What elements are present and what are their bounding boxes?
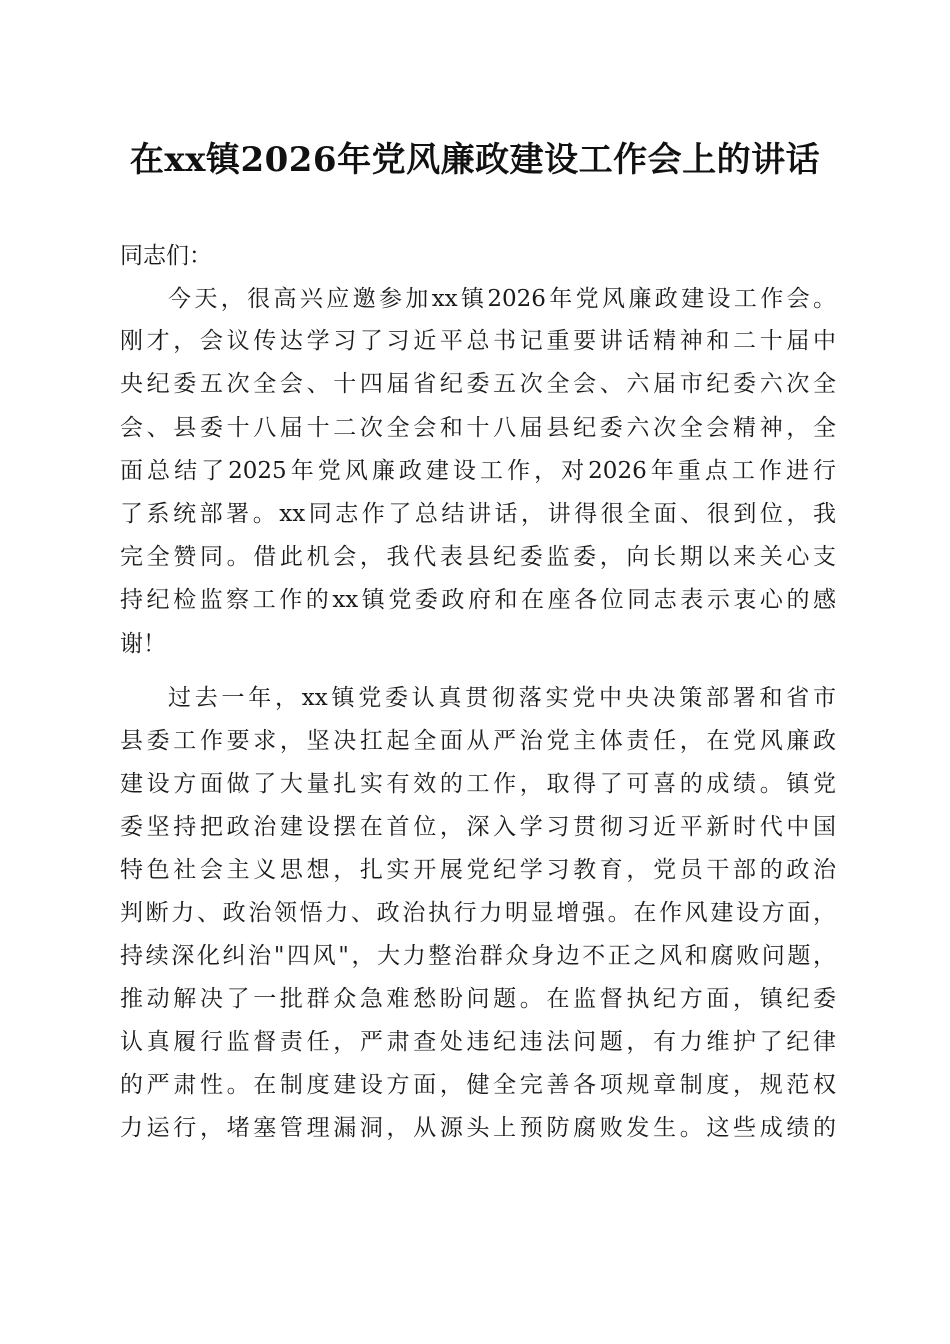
paragraph-2-line-6: 判断力、政治领悟力、政治执行力明显增强。在作风建设方面， [120, 900, 836, 926]
paragraph-1-line-8: 持纪检监察工作的xx镇党委政府和在座各位同志表示衷心的感 [120, 587, 836, 613]
paragraph-2-line-1: 过去一年，xx镇党委认真贯彻落实党中央决策部署和省市 [168, 685, 836, 711]
paragraph-2-line-9: 认真履行监督责任，严肃查处违纪违法问题，有力维护了纪律 [120, 1029, 836, 1055]
document-title: 在xx镇2026年党风廉政建设工作会上的讲话 [129, 140, 821, 180]
paragraph-1-line-7: 完全赞同。借此机会，我代表县纪委监委，向长期以来关心支 [120, 544, 836, 570]
paragraph-2-line-5: 特色社会主义思想，扎实开展党纪学习教育，党员干部的政治 [120, 857, 836, 883]
paragraph-2-line-7: 持续深化纠治"四风"，大力整治群众身边不正之风和腐败问题， [120, 943, 836, 969]
paragraph-1-line-6: 了系统部署。xx同志作了总结讲话，讲得很全面、很到位，我 [120, 501, 836, 527]
paragraph-1-line-1: 今天，很高兴应邀参加xx镇2026年党风廉政建设工作会。 [168, 286, 836, 312]
paragraph-2-line-10: 的严肃性。在制度建设方面，健全完善各项规章制度，规范权 [120, 1072, 836, 1098]
greeting: 同志们： [120, 243, 212, 269]
paragraph-2-line-8: 推动解决了一批群众急难愁盼问题。在监督执纪方面，镇纪委 [120, 986, 836, 1012]
paragraph-1-line-2: 刚才，会议传达学习了习近平总书记重要讲话精神和二十届中 [120, 328, 836, 354]
paragraph-1-line-3: 央纪委五次全会、十四届省纪委五次全会、六届市纪委六次全 [120, 371, 836, 397]
paragraph-1-line-5: 面总结了2025年党风廉政建设工作，对2026年重点工作进行 [120, 458, 836, 484]
paragraph-1-line-9: 谢！ [120, 631, 166, 657]
paragraph-2-line-2: 县委工作要求，坚决扛起全面从严治党主体责任，在党风廉政 [120, 728, 836, 754]
paragraph-2-line-3: 建设方面做了大量扎实有效的工作，取得了可喜的成绩。镇党 [120, 771, 836, 797]
paragraph-1-line-4: 会、县委十八届十二次全会和十八届县纪委六次全会精神，全 [120, 415, 836, 441]
paragraph-2-line-4: 委坚持把政治建设摆在首位，深入学习贯彻习近平新时代中国 [120, 814, 836, 840]
paragraph-2-line-11: 力运行，堵塞管理漏洞，从源头上预防腐败发生。这些成绩的 [120, 1115, 836, 1141]
